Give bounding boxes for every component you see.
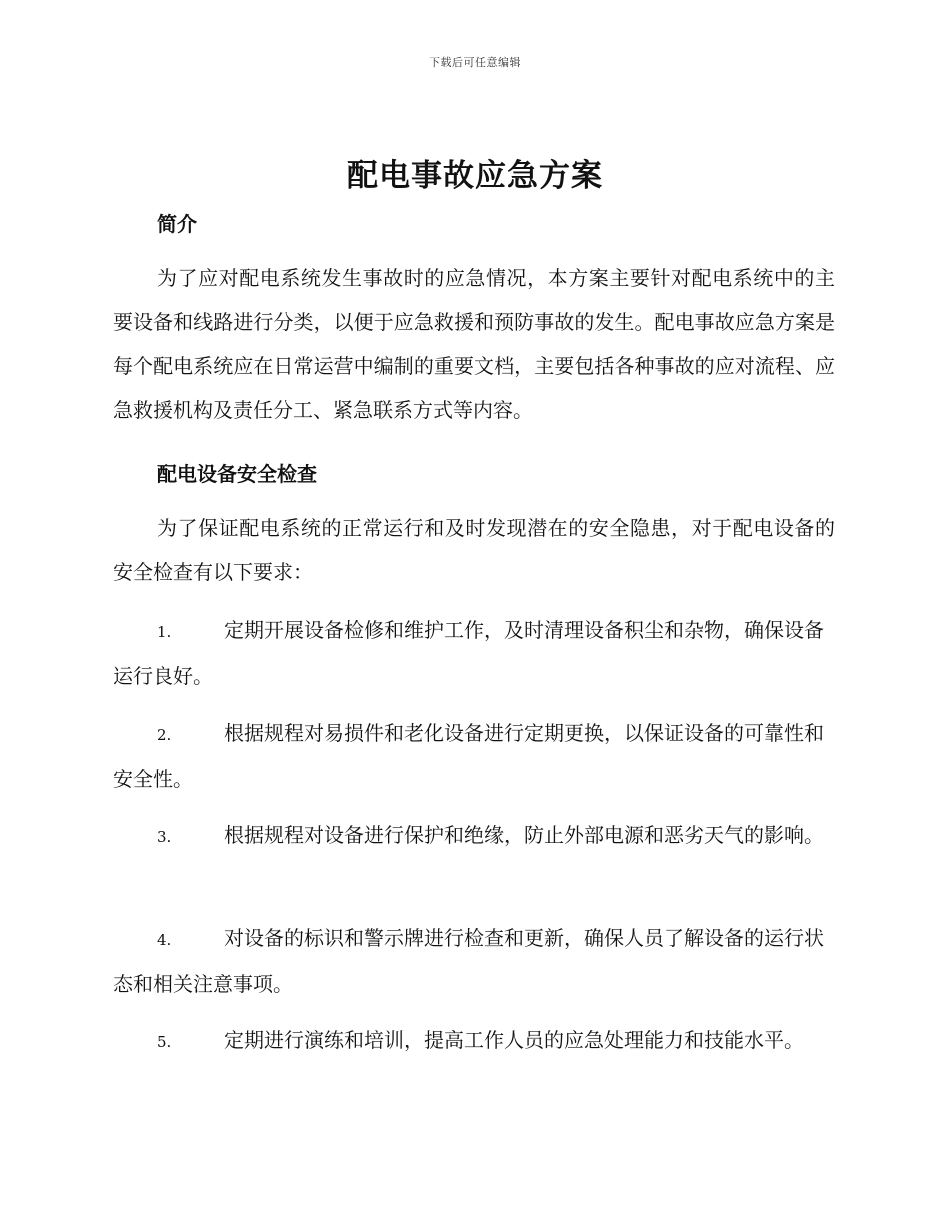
safety-check-paragraph: 为了保证配电系统的正常运行和及时发现潜在的安全隐患，对于配电设备的安全检查有以下要求：	[113, 516, 835, 584]
list-item	[113, 1018, 835, 1064]
list-item-text: 对设备的标识和警示牌进行检查和更新，确保人员了解设备的运行状态和相关注意事项。	[113, 926, 824, 996]
list-item	[113, 608, 835, 698]
list-item-text: 根据规程对易损件和老化设备进行定期更换，以保证设备的可靠性和安全性。	[113, 721, 824, 791]
list-item-number: 1.	[157, 623, 172, 641]
list-item-number: 5.	[157, 1033, 172, 1051]
list-item	[113, 711, 835, 801]
header-note: 下载后可任意编辑	[429, 56, 521, 69]
list-item-text: 定期开展设备检修和维护工作，及时清理设备积尘和杂物，确保设备运行良好。	[113, 618, 824, 688]
section-heading-safety-check: 配电设备安全检查	[157, 462, 317, 486]
list-item-number: 2.	[157, 726, 172, 744]
list-item-text: 根据规程对设备进行保护和绝缘，防止外部电源和恶劣天气的影响。	[224, 823, 824, 847]
section-heading-intro: 简介	[157, 212, 197, 236]
list-item	[113, 813, 835, 859]
list-item-number: 3.	[157, 828, 172, 846]
intro-paragraph: 为了应对配电系统发生事故时的应急情况，本方案主要针对配电系统中的主要设备和线路进行分类，以便于应急救援和预防事故的发生。配电事故应急方案是每个配电系统应在日常运营中编制的重要文档，主要包括各种事故的应对流程、应急救援机构及责任分工、紧急联系方式等内容。	[113, 266, 835, 422]
list-item-text: 定期进行演练和培训，提高工作人员的应急处理能力和技能水平。	[224, 1028, 804, 1052]
list-item-number: 4.	[157, 931, 172, 949]
list-item	[113, 916, 835, 1006]
document-title: 配电事故应急方案	[347, 158, 603, 194]
